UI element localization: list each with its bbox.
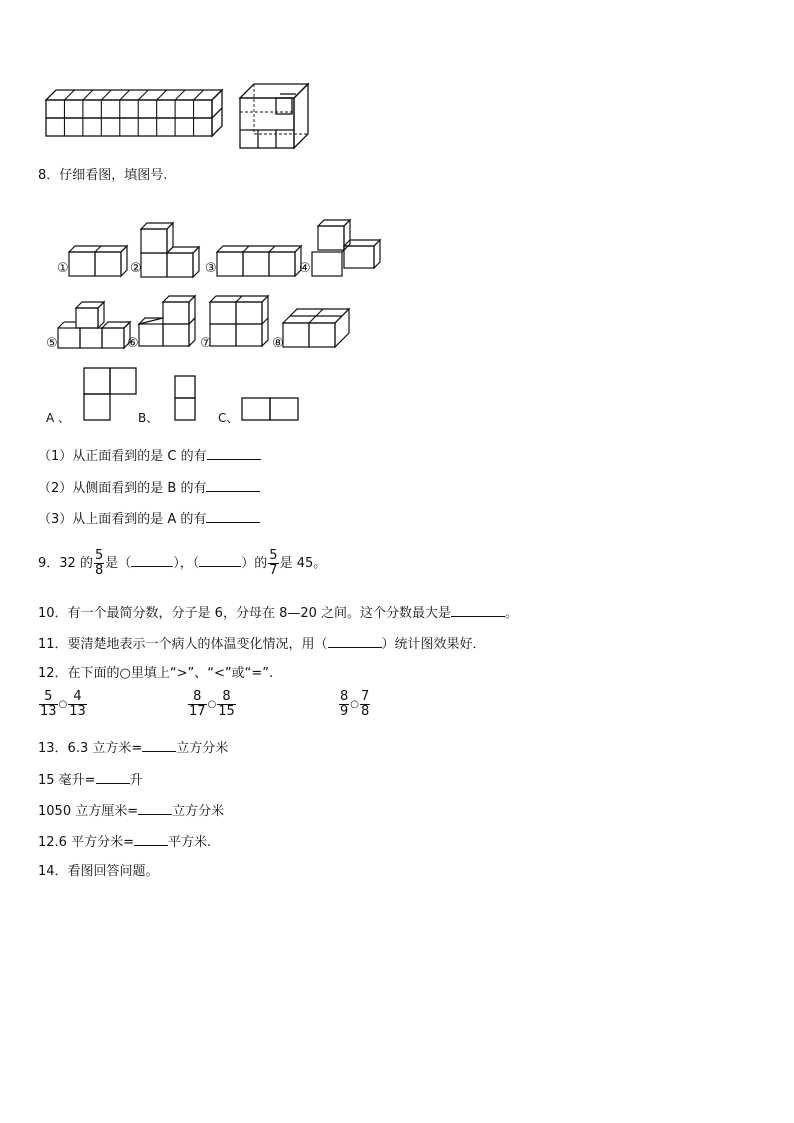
q13-line-1-unit: 立方分米 — [176, 741, 229, 756]
q13-blank-4[interactable] — [134, 832, 168, 846]
option-b-label: B、 — [138, 411, 159, 425]
q13-line-2-text: 15 毫升= — [38, 773, 96, 788]
q10-end: 。 — [505, 606, 519, 621]
q12-pair-2-left — [188, 690, 207, 719]
shape-5-figure — [58, 302, 130, 348]
q12-pair-3 — [338, 690, 371, 719]
q12-pair-2-right — [217, 690, 236, 719]
q9 — [38, 544, 326, 584]
denominator: 9 — [340, 704, 349, 719]
q13-line-4 — [38, 832, 211, 852]
q13-line-2-unit: 升 — [129, 773, 143, 788]
q8-sub3-text: （3）从上面看到的是 A 的有 — [38, 512, 207, 527]
q13-line-3-text: 1050 立方厘米= — [38, 804, 139, 819]
q13-line-4-unit: 平方米. — [167, 835, 212, 850]
denominator: 13 — [40, 704, 57, 719]
shape-label-1: ① — [57, 261, 69, 276]
option-b-view — [175, 376, 197, 422]
numerator: 7 — [361, 689, 370, 704]
q13-line-2 — [38, 770, 143, 790]
compare-circle[interactable]: ○ — [207, 699, 217, 710]
q11-end: ）统计图效果好． — [381, 637, 486, 652]
q13-line-3 — [38, 801, 224, 821]
numerator: 8 — [217, 690, 236, 705]
shape-label-2: ② — [130, 261, 142, 276]
q8-sub1-blank[interactable] — [207, 446, 261, 460]
q9-fraction-1-denominator: 8 — [94, 563, 104, 578]
q8-sub2 — [38, 478, 260, 498]
q9-blank-1[interactable] — [131, 553, 173, 567]
shape-label-6: ⑥ — [127, 336, 139, 351]
q11-blank[interactable] — [328, 634, 382, 648]
q8-sub2-text: （2）从侧面看到的是 B 的有 — [38, 481, 207, 496]
q12-title: 12．在下面的○里填上“>”、“<”或“=”. — [38, 666, 274, 681]
q13-blank-1[interactable] — [142, 738, 176, 752]
cube-box-figure — [240, 84, 310, 150]
q9-fraction-1-numerator: 5 — [94, 548, 104, 563]
option-c-view — [242, 398, 300, 422]
q10-text: 10．有一个最简分数，分子是 6，分母在 8—20 之间。这个分数最大是 — [38, 606, 452, 621]
q9-text-5: 是 45。 — [279, 556, 327, 571]
shape-label-3: ③ — [205, 261, 217, 276]
shape-1-figure — [69, 244, 131, 278]
q8-title: 8．仔细看图，填图号. — [38, 168, 168, 183]
q9-text-3: ），（ — [173, 556, 200, 571]
q12-pair-1-right — [68, 690, 87, 719]
shape-4-figure — [312, 220, 384, 278]
q13-line-3-unit: 立方分米 — [172, 804, 225, 819]
q8-sub3-blank[interactable] — [206, 509, 260, 523]
denominator: 15 — [218, 704, 235, 719]
q11 — [38, 634, 486, 654]
option-c-label: C、 — [218, 411, 239, 425]
q13-blank-2[interactable] — [96, 770, 130, 784]
q8-sub1-text: （1）从正面看到的是 C 的有 — [38, 449, 207, 464]
numerator: 5 — [39, 690, 58, 705]
denominator: 8 — [361, 704, 370, 719]
q9-text-2: 是（ — [105, 556, 132, 571]
q12-pair-3-right — [360, 690, 370, 719]
shape-label-7: ⑦ — [200, 336, 212, 351]
q9-fraction-2-denominator: 7 — [269, 563, 278, 578]
shape-2-figure — [141, 223, 203, 279]
q11-text: 11．要清楚地表示一个病人的体温变化情况，用（ — [38, 637, 328, 652]
numerator: 4 — [68, 690, 87, 705]
shape-label-8: ⑧ — [272, 336, 284, 351]
q12-pair-2 — [187, 690, 237, 719]
shape-6-figure — [139, 296, 203, 348]
cube-row-figure — [46, 88, 226, 148]
q12-pair-1 — [38, 690, 88, 719]
shape-7-figure — [210, 296, 274, 348]
q13-line-4-text: 12.6 平方分米= — [38, 835, 134, 850]
q12-pair-1-left — [39, 690, 58, 719]
q8-sub1 — [38, 446, 261, 466]
q9-text-1: 9．32 的 — [38, 556, 93, 571]
q8-sub3 — [38, 509, 260, 529]
denominator: 13 — [69, 704, 86, 719]
q14: 14．看图回答问题。 — [38, 864, 159, 879]
shape-label-4: ④ — [299, 261, 311, 276]
q9-text-4: ）的 — [241, 556, 268, 571]
shape-8-figure — [283, 309, 351, 349]
option-a-view — [84, 368, 138, 422]
q9-fraction-1 — [94, 549, 104, 578]
shape-3-figure — [217, 244, 301, 278]
q13-line-1-text: 13．6.3 立方米= — [38, 741, 143, 756]
q9-fraction-2 — [268, 549, 278, 578]
q13-line-1 — [38, 738, 228, 758]
q12-pair-3-left — [339, 690, 349, 719]
denominator: 17 — [189, 704, 206, 719]
compare-circle[interactable]: ○ — [58, 699, 68, 710]
q8-sub2-blank[interactable] — [206, 478, 260, 492]
option-a-label: A 、 — [46, 411, 71, 425]
shape-label-5: ⑤ — [46, 336, 58, 351]
q13-blank-3[interactable] — [138, 801, 172, 815]
numerator: 8 — [188, 690, 207, 705]
q9-fraction-2-numerator: 5 — [269, 548, 278, 563]
numerator: 8 — [340, 689, 349, 704]
q10-blank[interactable] — [451, 603, 505, 617]
compare-circle[interactable]: ○ — [350, 699, 360, 710]
q9-blank-2[interactable] — [199, 553, 241, 567]
q10 — [38, 603, 518, 623]
